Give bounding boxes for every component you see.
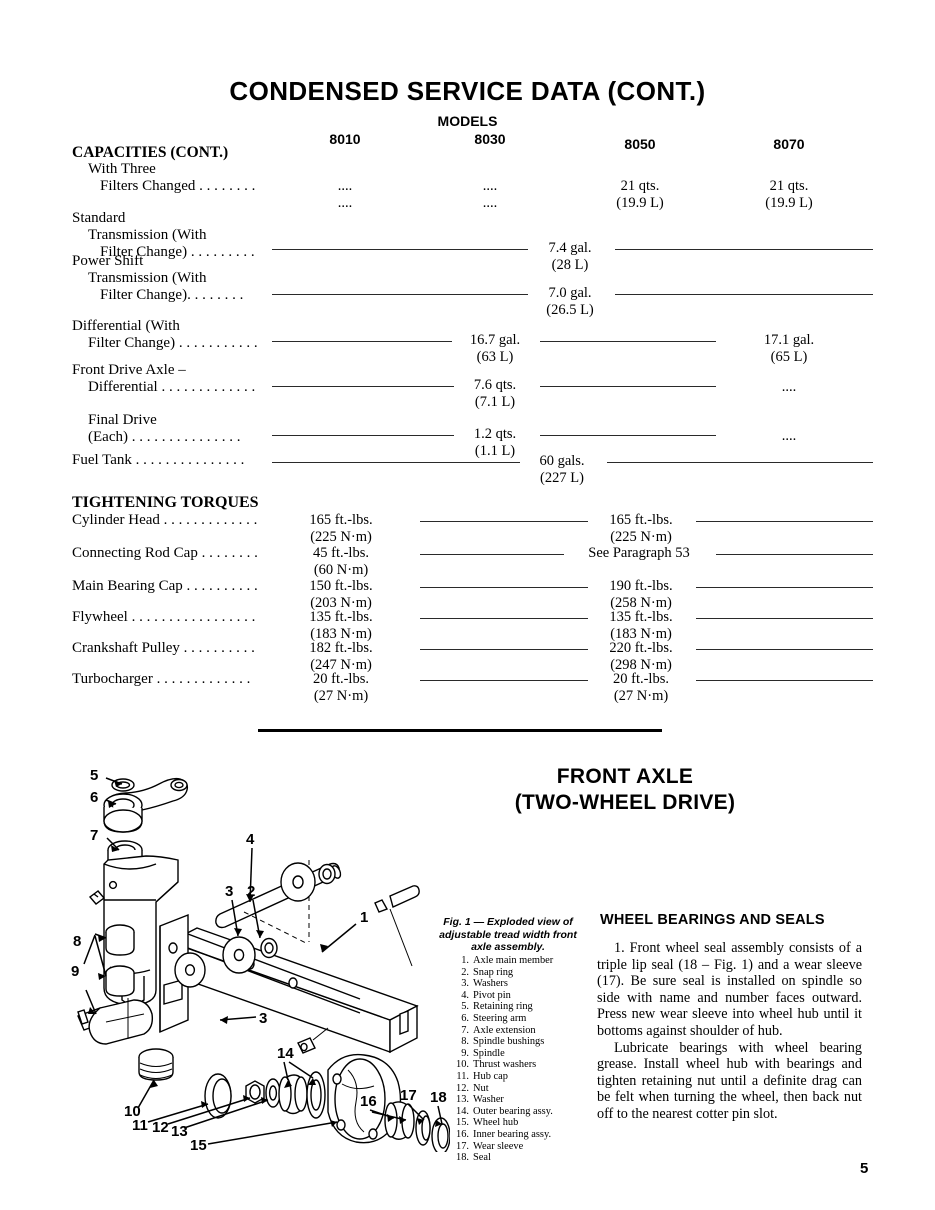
capacity-value-8070: .... [781, 428, 797, 444]
parts-list-item [452, 967, 592, 979]
parts-list-name: Washer [473, 1094, 504, 1106]
torque-span-value: 165 ft.-lbs. [609, 512, 673, 528]
callout-13: 13 [171, 1123, 188, 1140]
leader-rule [696, 618, 873, 619]
parts-list-name: Pivot pin [473, 989, 511, 1001]
torque-span-value-metric: (225 N·m) [610, 529, 672, 545]
leader-rule [540, 341, 716, 342]
torque-row-label: Crankshaft Pulley . . . . . . . . . . [72, 640, 255, 656]
parts-list-number: 14. [456, 1105, 469, 1117]
parts-list-number: 16. [456, 1128, 469, 1140]
torque-span-value-metric: (298 N·m) [610, 657, 672, 673]
capacity-span-value-metric: (63 L) [476, 349, 514, 365]
torque-span-value-metric: (258 N·m) [610, 595, 672, 611]
torque-row-label: Flywheel . . . . . . . . . . . . . . . . . [72, 609, 256, 625]
leader-rule [696, 680, 873, 681]
torque-span-value: 220 ft.-lbs. [609, 640, 673, 656]
parts-list-name: Wear sleeve [473, 1140, 524, 1152]
parts-list-name: Steering arm [473, 1012, 527, 1024]
capacity-value-8070: 21 qts. [769, 178, 809, 194]
callout-16: 16 [360, 1093, 377, 1110]
parts-list-name: Thrust washers [473, 1059, 537, 1071]
capacities-heading: CAPACITIES (CONT.) [72, 144, 229, 161]
capacity-span-value: 7.6 qts. [473, 377, 517, 393]
parts-list-name: Nut [473, 1082, 489, 1094]
capacity-row-label: With Three [88, 161, 156, 177]
leader-rule [615, 294, 873, 295]
torque-value-8010: 182 ft.-lbs. [309, 640, 373, 656]
leader-rule [272, 462, 520, 463]
leader-rule [420, 618, 588, 619]
capacity-value-8050: 21 qts. [620, 178, 660, 194]
torque-row-label: Turbocharger . . . . . . . . . . . . . [72, 671, 251, 687]
parts-list-item [452, 990, 592, 1002]
capacity-row-label: Filter Change). . . . . . . . [100, 287, 244, 303]
torque-span-value: See Paragraph 53 [588, 545, 690, 561]
callout-8: 8 [73, 933, 82, 950]
capacity-span-value-metric: (26.5 L) [546, 302, 594, 318]
parts-list-number: 8. [461, 1036, 469, 1048]
leader-rule [272, 435, 454, 436]
front-axle-title-line1: FRONT AXLE [556, 765, 694, 788]
column-header-8070: 8070 [773, 136, 805, 152]
models-label: MODELS [437, 113, 498, 129]
capacity-row-label: Final Drive [88, 412, 157, 428]
capacity-row-label: Transmission (With [88, 227, 207, 243]
callout-10: 10 [124, 1103, 141, 1120]
capacity-span-value-metric: (227 L) [540, 470, 584, 486]
figure-parts-list [452, 955, 592, 1164]
capacity-row-label: Front Drive Axle – [72, 362, 186, 378]
parts-list-item [452, 1106, 592, 1118]
leader-rule [696, 587, 873, 588]
capacity-span-value-metric: (7.1 L) [474, 394, 516, 410]
parts-list-number: 10. [456, 1059, 469, 1071]
parts-list-number: 9. [461, 1047, 469, 1059]
parts-list-name: Spindle [473, 1047, 505, 1059]
torque-span-value-metric: (27 N·m) [613, 688, 669, 704]
torque-span-value: 190 ft.-lbs. [609, 578, 673, 594]
parts-list-number: 7. [461, 1024, 469, 1036]
parts-list-number: 4. [461, 989, 469, 1001]
callout-15: 15 [190, 1137, 207, 1152]
capacity-value-8010: .... [337, 178, 353, 194]
parts-list-name: Retaining ring [473, 1001, 533, 1013]
parts-list-item [452, 1001, 592, 1013]
column-header-8010: 8010 [329, 131, 361, 147]
leader-rule [272, 341, 452, 342]
body-text-column [597, 940, 862, 1123]
capacity-value-8030: .... [482, 178, 498, 194]
capacity-row-label: Filter Change) . . . . . . . . . [100, 244, 255, 260]
figure-caption: Fig. 1 — Exploded view of adjustable tread width front axle assembly. [439, 916, 577, 953]
front-axle-title-line2: (TWO-WHEEL DRIVE) [514, 791, 736, 814]
callout-11: 11 [132, 1117, 148, 1134]
parts-list-number: 5. [461, 1001, 469, 1013]
callout-7: 7 [90, 827, 99, 844]
parts-list-item [452, 955, 592, 967]
parts-list-item [452, 1083, 592, 1095]
capacity-value-8010-metric: .... [337, 195, 353, 211]
capacity-row-label: Transmission (With [88, 270, 207, 286]
capacity-value-8050-metric: (19.9 L) [616, 195, 664, 211]
capacity-span-value: 1.2 qts. [473, 426, 517, 442]
leader-rule [696, 649, 873, 650]
parts-list-number: 13. [456, 1094, 469, 1106]
capacity-value-8070-metric: (65 L) [770, 349, 808, 365]
callout-14: 14 [277, 1045, 294, 1062]
parts-list-number: 17. [456, 1140, 469, 1152]
parts-list-name: Wheel hub [473, 1117, 519, 1129]
torque-value-8010: 45 ft.-lbs. [313, 545, 369, 561]
capacity-value-8070: 17.1 gal. [763, 332, 815, 348]
callout-18: 18 [430, 1089, 447, 1106]
parts-list-name: Washers [473, 978, 508, 990]
parts-list-item [452, 1025, 592, 1037]
leader-rule [420, 587, 588, 588]
torque-span-value: 135 ft.-lbs. [609, 609, 673, 625]
capacity-row-label: Fuel Tank . . . . . . . . . . . . . . . [72, 452, 245, 468]
leader-rule [272, 294, 528, 295]
parts-list-name: Seal [473, 1152, 491, 1164]
parts-list-name: Axle extension [473, 1024, 536, 1036]
leader-rule [540, 435, 716, 436]
leader-rule [540, 386, 716, 387]
column-header-8030: 8030 [474, 131, 506, 147]
torque-value-8010-metric: (203 N·m) [310, 595, 372, 611]
torque-value-8010-metric: (183 N·m) [310, 626, 372, 642]
parts-list-number: 18. [456, 1152, 469, 1164]
capacity-row-label: Filter Change) . . . . . . . . . . . [88, 335, 258, 351]
section-divider [258, 729, 662, 732]
parts-list-number: 15. [456, 1117, 469, 1129]
wheel-bearings-heading: WHEEL BEARINGS AND SEALS [600, 912, 825, 928]
capacity-row-label: Standard [72, 210, 126, 226]
torque-value-8010: 20 ft.-lbs. [313, 671, 369, 687]
parts-list-item [452, 1048, 592, 1060]
callout-12: 12 [152, 1119, 169, 1136]
torques-heading: TIGHTENING TORQUES [72, 494, 259, 511]
parts-list-number: 3. [461, 978, 469, 990]
capacity-span-value: 7.0 gal. [548, 285, 592, 301]
leader-rule [420, 521, 588, 522]
parts-list-name: Hub cap [473, 1070, 508, 1082]
parts-list-number: 2. [461, 966, 469, 978]
paragraph-2: Lubricate bearings with wheel bearing grease. Install wheel hub with bearings and tighten retaining nut until a definite drag can be felt when turning the wheel, then back nut off to the nearest cotter pin slot. [597, 1039, 862, 1122]
leader-rule [696, 521, 873, 522]
leader-rule [420, 554, 564, 555]
column-header-8050: 8050 [624, 136, 656, 152]
torque-value-8010: 165 ft.-lbs. [309, 512, 373, 528]
torque-row-label: Connecting Rod Cap . . . . . . . . [72, 545, 258, 561]
parts-list-number: 1. [461, 955, 469, 966]
parts-list-name: Outer bearing assy. [473, 1105, 553, 1117]
leader-rule [716, 554, 873, 555]
callout-1: 1 [360, 909, 369, 926]
capacity-value-8070: .... [781, 379, 797, 395]
leader-rule [615, 249, 873, 250]
page-title: CONDENSED SERVICE DATA (CONT.) [229, 76, 706, 106]
parts-list-item [452, 1141, 592, 1153]
torque-value-8010: 150 ft.-lbs. [309, 578, 373, 594]
parts-list-item [452, 1152, 592, 1164]
capacity-value-8070-metric: (19.9 L) [765, 195, 813, 211]
torque-value-8010-metric: (27 N·m) [313, 688, 369, 704]
callout-6: 6 [90, 789, 99, 806]
callout-2: 2 [247, 883, 256, 900]
parts-list-item [452, 1071, 592, 1083]
parts-list-item [452, 1094, 592, 1106]
parts-list-item [452, 978, 592, 990]
capacity-span-value: 7.4 gal. [548, 240, 592, 256]
callout-3: 3 [225, 883, 234, 900]
front-axle-exploded-diagram [60, 752, 450, 1152]
leader-rule [272, 249, 528, 250]
capacity-span-value: 60 gals. [539, 453, 585, 469]
parts-list-number: 12. [456, 1082, 469, 1094]
leader-rule [420, 680, 588, 681]
capacity-span-value-metric: (28 L) [551, 257, 589, 273]
capacity-row-label: Differential (With [72, 318, 180, 334]
capacity-row-label: Differential . . . . . . . . . . . . . [88, 379, 256, 395]
parts-list-item [452, 1036, 592, 1048]
callout-4: 4 [246, 831, 255, 848]
torque-value-8010-metric: (225 N·m) [310, 529, 372, 545]
leader-rule [607, 462, 873, 463]
parts-list-number: 6. [461, 1012, 469, 1024]
page-number: 5 [860, 1160, 869, 1177]
torque-value-8010: 135 ft.-lbs. [309, 609, 373, 625]
torque-span-value: 20 ft.-lbs. [613, 671, 669, 687]
capacity-row-label: (Each) . . . . . . . . . . . . . . . [88, 429, 241, 445]
torque-span-value-metric: (183 N·m) [610, 626, 672, 642]
leader-rule [420, 649, 588, 650]
torque-row-label: Main Bearing Cap . . . . . . . . . . [72, 578, 258, 594]
callout-17: 17 [400, 1087, 417, 1104]
torque-row-label: Cylinder Head . . . . . . . . . . . . . [72, 512, 258, 528]
parts-list-name: Inner bearing assy. [473, 1128, 552, 1140]
parts-list-item [452, 1059, 592, 1071]
parts-list-name: Spindle bushings [473, 1036, 545, 1048]
parts-list-item [452, 1129, 592, 1141]
parts-list-name: Axle main member [473, 955, 554, 966]
capacity-value-8030-metric: .... [482, 195, 498, 211]
capacity-span-value: 16.7 gal. [469, 332, 521, 348]
callout-5: 5 [90, 767, 99, 784]
torque-value-8010-metric: (247 N·m) [310, 657, 372, 673]
leader-rule [272, 386, 454, 387]
torque-value-8010-metric: (60 N·m) [313, 562, 369, 578]
paragraph-1: 1. Front wheel seal assembly consists of a triple lip seal (18 – Fig. 1) and a wear sleeve (17). Be sure seal is installed on spindle so side with name and number faces outward. Press new wear sleeve into wheel hub until it bottoms against shoulder of hub. [597, 940, 862, 1039]
callout-9: 9 [71, 963, 80, 980]
parts-list-item [452, 1013, 592, 1025]
capacity-span-value-metric: (1.1 L) [474, 443, 516, 459]
parts-list-item [452, 1117, 592, 1129]
callout-3b: 3 [259, 1010, 268, 1027]
parts-list-number: 11. [456, 1070, 469, 1082]
capacity-row-label: Power Shift [72, 253, 144, 269]
parts-list-name: Snap ring [473, 966, 514, 978]
capacity-row-label: Filters Changed . . . . . . . . [100, 178, 256, 194]
